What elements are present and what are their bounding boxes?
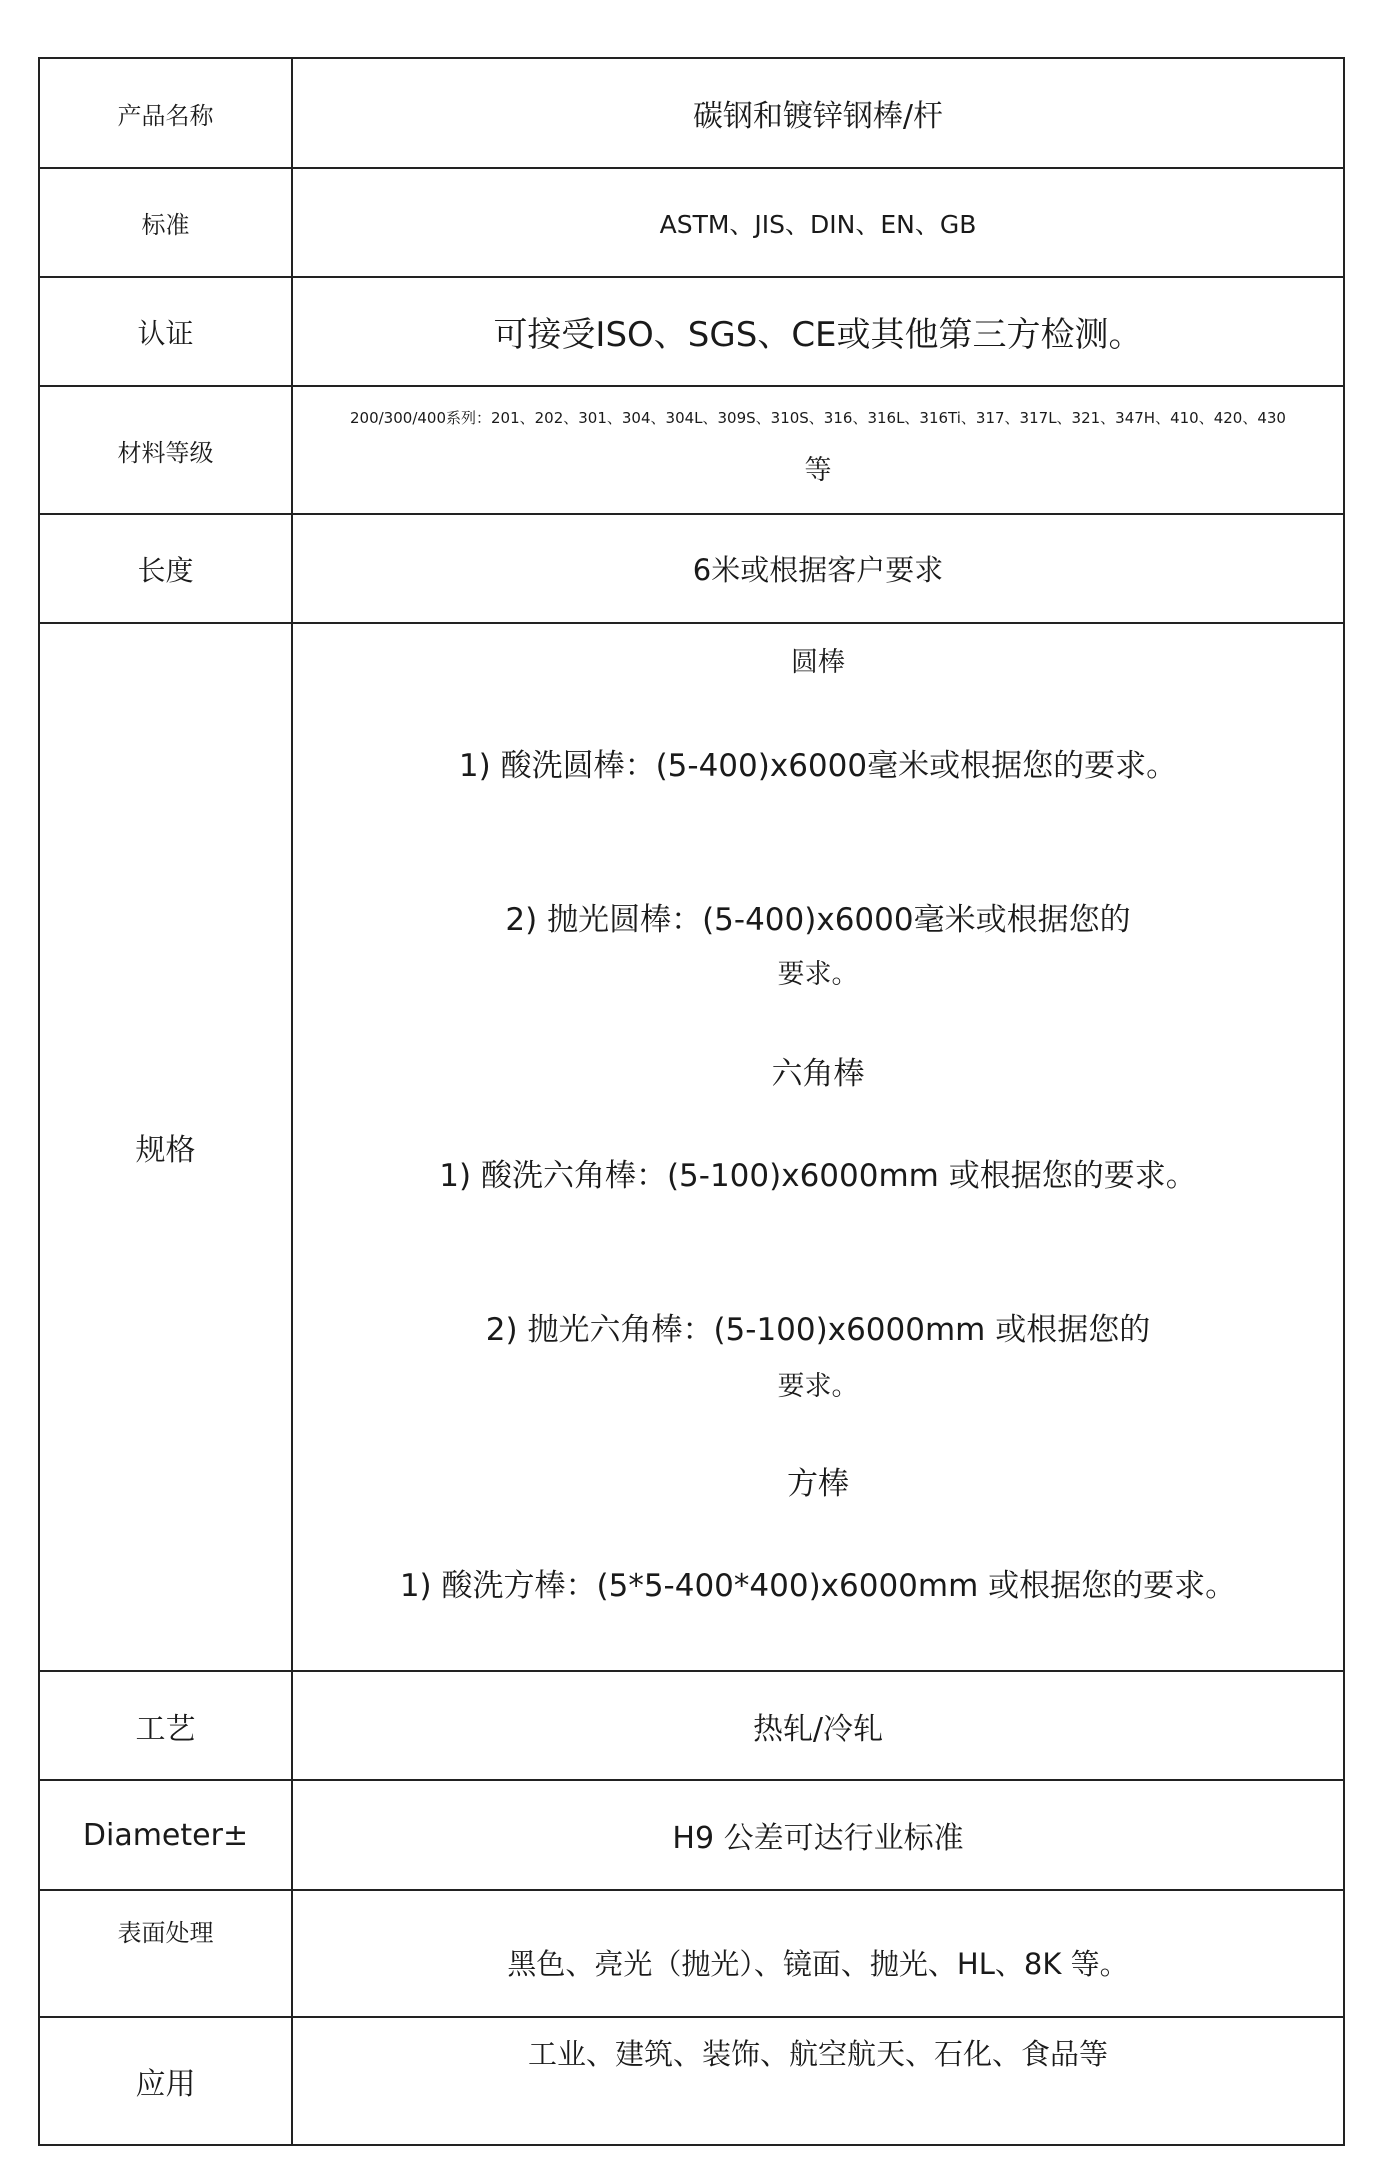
square-bar-title: 方棒 bbox=[787, 1466, 849, 1502]
row-process bbox=[39, 1671, 1344, 1780]
square-bar-item-1: 1) 酸洗方棒：(5*5-400*400)x6000mm 或根据您的要求。 bbox=[399, 1568, 1237, 1604]
row-standard bbox=[39, 168, 1344, 277]
certification-label: 认证 bbox=[137, 316, 194, 350]
hex-bar-title: 六角棒 bbox=[771, 1056, 865, 1092]
product-name-value: 碳钢和镀锌钢棒/杆 bbox=[692, 99, 944, 134]
specification-label: 规格 bbox=[135, 1133, 196, 1168]
material-grade-label: 材料等级 bbox=[117, 438, 214, 467]
hex-bar-item-1: 1) 酸洗六角棒：(5-100)x6000mm 或根据您的要求。 bbox=[439, 1158, 1197, 1194]
hex-bar-item-2: 2) 抛光六角棒：(5-100)x6000mm 或根据您的 bbox=[485, 1312, 1151, 1348]
length-label: 长度 bbox=[137, 553, 194, 587]
label-cell bbox=[39, 1671, 292, 1780]
label-cell bbox=[39, 58, 292, 168]
value-cell bbox=[292, 58, 1344, 168]
label-cell bbox=[39, 514, 292, 623]
process-value: 热轧/冷轧 bbox=[752, 1711, 884, 1747]
row-material-grade bbox=[39, 386, 1344, 514]
standard-label: 标准 bbox=[141, 211, 190, 239]
value-cell bbox=[292, 514, 1344, 623]
value-cell bbox=[292, 1671, 1344, 1780]
label-cell bbox=[39, 2017, 292, 2145]
round-bar-title: 圆棒 bbox=[791, 647, 845, 678]
row-application bbox=[39, 2017, 1344, 2145]
label-cell bbox=[39, 386, 292, 514]
application-value: 工业、建筑、装饰、航空航天、石化、食品等 bbox=[527, 2037, 1108, 2071]
value-cell bbox=[292, 1780, 1344, 1890]
label-cell bbox=[39, 1780, 292, 1890]
round-bar-item-2: 2) 抛光圆棒：(5-400)x6000毫米或根据您的 bbox=[505, 902, 1131, 938]
row-specification bbox=[39, 623, 1344, 1671]
material-grade-value: 200/300/400系列：201、202、301、304、304L、309S、310S、316、316L、316Ti、317、317L、321、347H、410、420、430 bbox=[350, 409, 1286, 427]
row-certification bbox=[39, 277, 1344, 386]
hex-bar-item-2-cont: 要求。 bbox=[777, 1371, 859, 1402]
surface-value: 黑色、亮光（抛光）、镜面、抛光、HL、8K 等。 bbox=[507, 1947, 1129, 1981]
value-cell bbox=[292, 277, 1344, 386]
spec-table bbox=[38, 57, 1345, 2146]
row-surface bbox=[39, 1890, 1344, 2017]
value-cell bbox=[292, 623, 1344, 1671]
standard-value: ASTM、JIS、DIN、EN、GB bbox=[659, 209, 977, 239]
certification-value: 可接受ISO、SGS、CE或其他第三方检测。 bbox=[493, 315, 1143, 355]
material-grade-suffix: 等 bbox=[804, 455, 832, 486]
value-cell bbox=[292, 168, 1344, 277]
row-length bbox=[39, 514, 1344, 623]
value-cell bbox=[292, 2017, 1344, 2145]
label-cell bbox=[39, 168, 292, 277]
product-name-label: 产品名称 bbox=[117, 101, 214, 130]
row-diameter bbox=[39, 1780, 1344, 1890]
application-label: 应用 bbox=[135, 2067, 196, 2102]
value-cell bbox=[292, 386, 1344, 514]
diameter-label: Diameter± bbox=[82, 1817, 249, 1853]
row-product-name bbox=[39, 58, 1344, 168]
round-bar-item-1: 1) 酸洗圆棒：(5-400)x6000毫米或根据您的要求。 bbox=[458, 748, 1178, 784]
diameter-value: H9 公差可达行业标准 bbox=[672, 1821, 964, 1856]
label-cell bbox=[39, 1890, 292, 2017]
length-value: 6米或根据客户要求 bbox=[692, 553, 944, 587]
process-label: 工艺 bbox=[135, 1711, 196, 1747]
label-cell bbox=[39, 277, 292, 386]
value-cell bbox=[292, 1890, 1344, 2017]
label-cell bbox=[39, 623, 292, 1671]
round-bar-item-2-cont: 要求。 bbox=[777, 959, 859, 990]
surface-label: 表面处理 bbox=[117, 1919, 214, 1947]
